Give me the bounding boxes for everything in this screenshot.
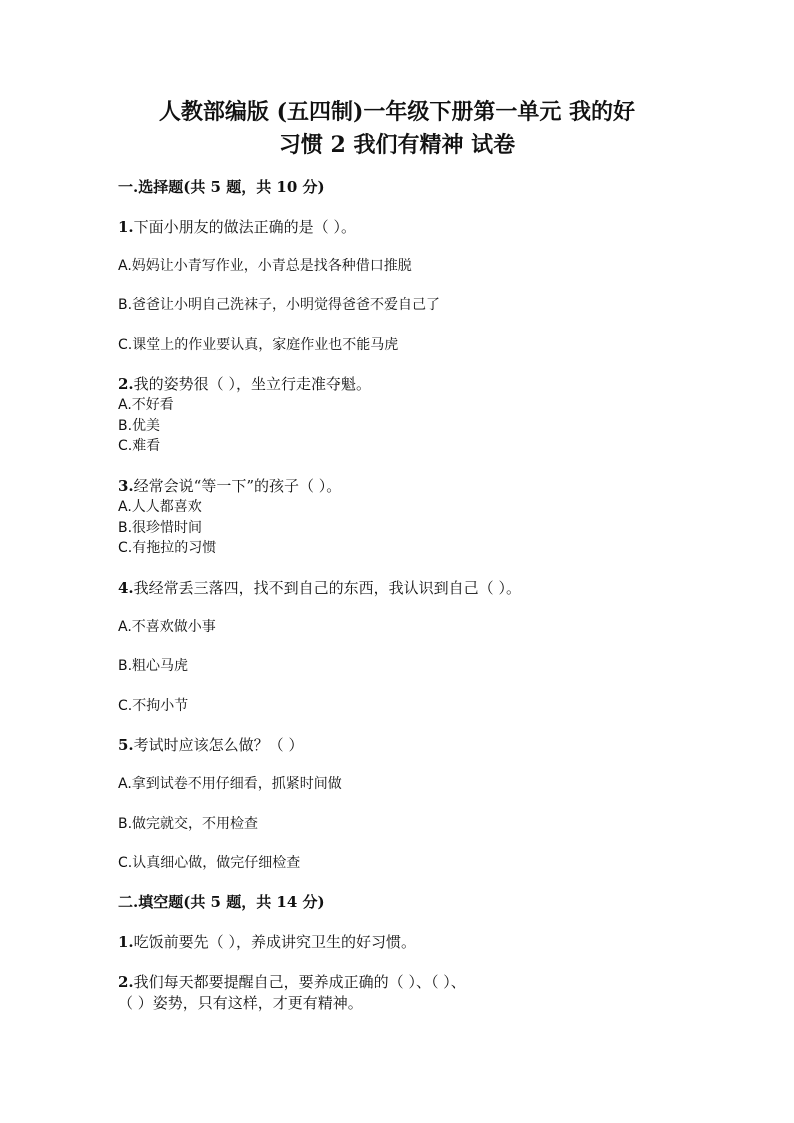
fill-question-2 bbox=[118, 972, 466, 992]
section-heading-fill-in: 二.填空题(共 5 题，共 14 分) bbox=[118, 893, 325, 911]
question-2-option-c: C.难看 bbox=[118, 438, 161, 454]
question-number: 1. bbox=[118, 218, 134, 236]
question-3-options bbox=[118, 497, 216, 559]
question-number: 4. bbox=[118, 579, 134, 597]
question-text: 吃饭前要先（ ），养成讲究卫生的好习惯。 bbox=[133, 933, 416, 951]
question-4-option-c: C.不拘小节 bbox=[118, 698, 189, 714]
question-text: 我经常丢三落四，找不到自己的东西，我认识到自己（ ）。 bbox=[133, 579, 521, 597]
question-text: 考试时应该怎么做？（ ） bbox=[133, 736, 304, 754]
question-5-option-a: A.拿到试卷不用仔细看，抓紧时间做 bbox=[118, 776, 342, 792]
exam-title-line-1: 人教部编版 (五四制)一年级下册第一单元 我的好 bbox=[158, 99, 636, 125]
question-2-options bbox=[118, 395, 174, 457]
question-1-option-a: A.妈妈让小青写作业，小青总是找各种借口推脱 bbox=[118, 258, 412, 274]
question-4-option-a: A.不喜欢做小事 bbox=[118, 619, 216, 635]
question-2-option-a: A.不好看 bbox=[118, 397, 174, 413]
question-text: 我的姿势很（ ），坐立行走准夺魁。 bbox=[133, 375, 371, 393]
question-number: 5. bbox=[118, 736, 134, 754]
question-number: 2. bbox=[118, 973, 134, 991]
question-2 bbox=[118, 374, 371, 394]
question-3-option-a: A.人人都喜欢 bbox=[118, 499, 202, 515]
question-number: 1. bbox=[118, 933, 134, 951]
question-5-option-c: C.认真细心做，做完仔细检查 bbox=[118, 855, 301, 871]
question-1-option-c: C.课堂上的作业要认真，家庭作业也不能马虎 bbox=[118, 337, 399, 353]
question-3-option-b: B.很珍惜时间 bbox=[118, 519, 203, 536]
exam-title-line-2: 习惯 2 我们有精神 试卷 bbox=[278, 132, 516, 158]
question-3-option-c: C.有拖拉的习惯 bbox=[118, 540, 217, 556]
question-text: 下面小朋友的做法正确的是（ ）。 bbox=[133, 218, 356, 236]
question-2-option-b: B.优美 bbox=[118, 417, 161, 434]
question-number: 2. bbox=[118, 375, 134, 393]
question-4 bbox=[118, 578, 521, 598]
question-3 bbox=[118, 476, 341, 496]
fill-question-2-continued: （ ）姿势，只有这样，才更有精神。 bbox=[118, 994, 363, 1012]
question-number: 3. bbox=[118, 477, 134, 495]
question-text: 我们每天都要提醒自己，要养成正确的（ ）、（ ）、 bbox=[133, 973, 466, 991]
question-5 bbox=[118, 735, 303, 755]
section-heading-choice: 一.选择题(共 5 题，共 10 分) bbox=[118, 178, 325, 196]
question-1-option-b: B.爸爸让小明自己洗袜子，小明觉得爸爸不爱自己了 bbox=[118, 297, 441, 313]
question-5-option-b: B.做完就交，不用检查 bbox=[118, 816, 259, 832]
fill-question-1 bbox=[118, 932, 416, 952]
question-4-option-b: B.粗心马虎 bbox=[118, 658, 189, 674]
question-text: 经常会说“等一下”的孩子（ ）。 bbox=[133, 477, 342, 495]
question-1 bbox=[118, 217, 356, 237]
